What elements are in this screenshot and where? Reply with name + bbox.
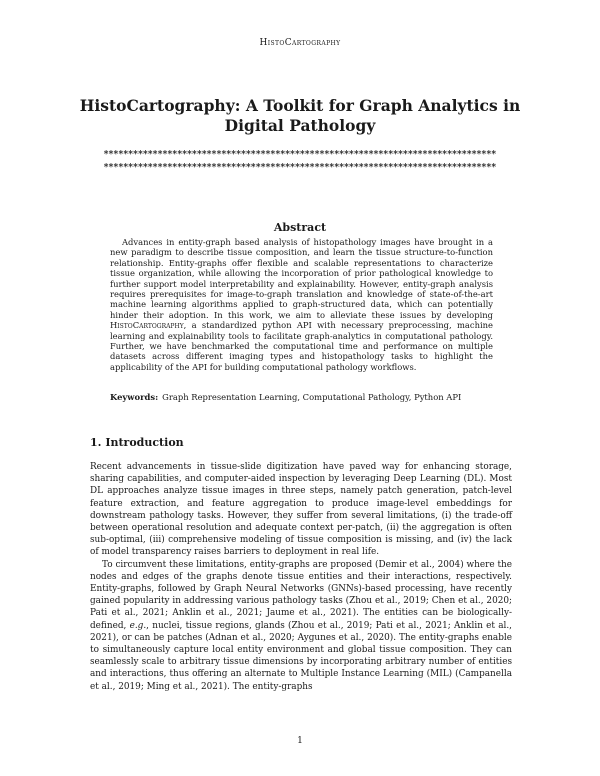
paper-title: HistoCartography: A Toolkit for Graph Analytics in Digital Pathology	[79, 96, 521, 135]
section-heading: 1. Introduction	[90, 436, 184, 449]
page-number: 1	[297, 736, 303, 746]
running-head: HistoCartography	[259, 38, 341, 48]
paragraph	[90, 559, 512, 693]
section-body	[90, 461, 512, 693]
abstract-text-part: Advances in entity-graph based analysis of histopathology images have brought in a new paradigm to describe tissue composition, and learn the tissue structure-to-function relationship. Entity-graphs offer flexible and scalable representations to characterize tissue organization, while allowing the incorporation of prior pathological knowledge to further support model interpretability and explainability. However, entity-graph analysis requires prerequisites for image-to-graph translation and knowledge of state-of-the-art machine learning algorithms applied to graph-structured data, which can potentially hinder their adoption. In this work, we aim to alleviate these issues by developing	[110, 237, 493, 320]
paragraph: Recent advancements in tissue-slide digitization have paved way for enhancing storage, sharing capabilities, and computer-aided inspection by leveraging Deep Learning (DL). Most DL approaches analyze tissue images in three steps, namely patch generation, patch-level feature extraction, and feature aggregation to produce image-level embeddings for downstream pathology tasks. However, they suffer from several limitations, (i) the trade-off between operational resolution and adequate context per-patch, (ii) the aggregation is often sub-optimal, (iii) comprehensive modeling of tissue composition is missing, and (iv) the lack of model transparency raises barriers to deployment in real life.	[90, 462, 512, 558]
redacted-authors-line: ********************************************************************************	[103, 150, 497, 160]
keywords-label: Keywords:	[110, 392, 159, 402]
paragraph-text: , nuclei, tissue regions, glands (Zhou et al., 2019; Pati et al., 2021; Anklin et al., 2021), or can be patches (Adnan et al., 2020; Aygunes et al., 2020). The entity-graphs enable to simultaneously capture local entity environment and global tissue composition. They can seamlessly scale to arbitrary tissue dimensions by incorporating arbitrary number of entities and interactions, thus offering an alternate to Multiple Instance Learning (MIL) (Campanella et al., 2019; Ming et al., 2021). The entity-graphs	[90, 620, 512, 692]
paragraph-text: To circumvent these limitations, entity-graphs are proposed (Demir et al., 2004) where the nodes and edges of the graphs denote tissue entities and their interactions, respectively. Entity-graphs, followed by Graph Neural Networks (GNNs)-based processing, have recently gained popularity in addressing various pathology tasks (Zhou et al., 2019; Chen et al., 2020; Pati et al., 2021; Anklin et al., 2021; Jaume et al., 2021). The entities can be biologically-defined,	[90, 559, 512, 631]
abstract-text	[110, 237, 493, 372]
abstract-text-part: , a standardized python API with necessary preprocessing, machine learning and explainability tools to facilitate graph-analytics in computational pathology. Further, we have benchmarked the computational time and performance on multiple datasets across different imaging types and histopathology tasks to highlight the applicability of the API for building computational pathology workflows.	[110, 320, 493, 372]
emphasis: e.g.	[129, 620, 147, 631]
keywords-value: Graph Representation Learning, Computational Pathology, Python API	[162, 392, 462, 402]
abstract-heading: Abstract	[273, 221, 327, 234]
keywords	[110, 392, 493, 402]
redacted-affiliation-line: ********************************************************************************	[103, 163, 497, 173]
toolkit-name: HistoCartography	[110, 320, 184, 331]
